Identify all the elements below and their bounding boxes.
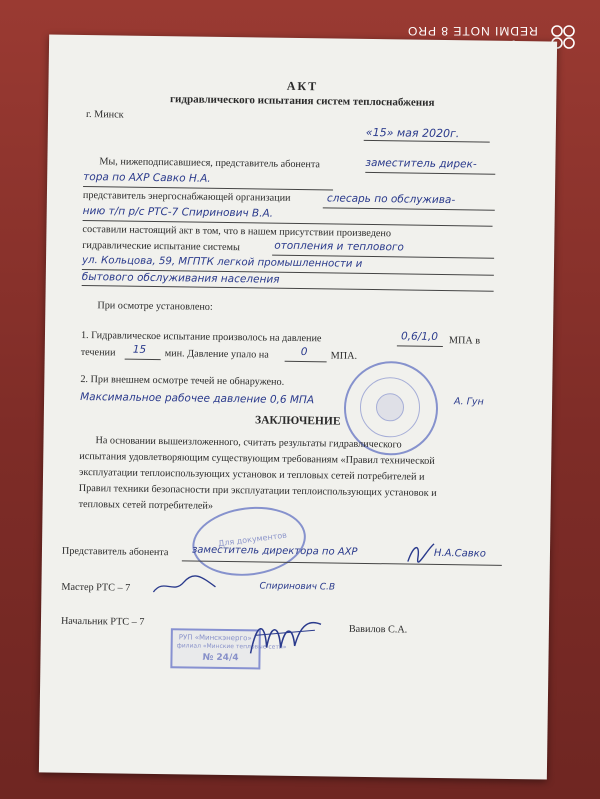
- conclusion-line-5: тепловых сетей потребителей»: [78, 498, 214, 512]
- para1-hw-position: заместитель дирек-: [365, 156, 477, 171]
- conclusion-line-4: Правил техники безопасности при эксплуатации теплоиспользующих установок и: [78, 482, 437, 499]
- para1-underline-3: [323, 207, 495, 210]
- sig1-signature: [406, 540, 436, 566]
- item1-underline-drop: [285, 361, 327, 363]
- para1-hw-address: ул. Кольцова, 59, МГПТК легкой промышленности и: [81, 254, 363, 270]
- item1-pressure-value: 0,6/1,0: [400, 330, 439, 343]
- item1-unit-mpa: МПА в: [448, 335, 481, 347]
- para1-intro: Мы, нижеподписавшиеся, представитель абонента: [99, 156, 321, 171]
- sig3-label: Начальник РТС – 7: [60, 615, 145, 628]
- para1-energy-org: представитель энергоснабжающей организации: [82, 189, 291, 204]
- conclusion-line-2: испытания удовлетворяющим существующим требованиям «Правил технической: [79, 450, 435, 467]
- conclusion-line-3: эксплуатации теплоиспользующих установок и тепловых сетей потребителей и: [78, 466, 425, 483]
- sig2-signature: [149, 572, 219, 599]
- para1-hw-heating: отопления и теплового: [274, 239, 404, 254]
- sig2-label: Мастер РТС – 7: [61, 581, 131, 594]
- para1-hw-service: бытового обслуживания населения: [81, 270, 280, 286]
- conclusion-title: ЗАКЛЮЧЕНИЕ: [254, 414, 341, 428]
- para1-underline-7: [82, 285, 494, 292]
- sig1-label: Представитель абонента: [61, 545, 169, 559]
- conclusion-line-1: На основании вышеизложенного, считать результаты гидравлического: [95, 435, 402, 451]
- sig2-name: Спиринович С.В: [259, 581, 336, 593]
- item1-underline-pressure: [397, 345, 443, 347]
- doc-subtitle: гидравлического испытания систем теплоснабжения: [170, 93, 435, 109]
- hw-pressure-signature: А. Гун: [454, 396, 484, 408]
- doc-date: «15» мая 2020г.: [365, 125, 460, 141]
- sig1-name: Н.А.Савко: [433, 547, 486, 560]
- sig3-name: Вавилов С.А.: [348, 623, 408, 636]
- item2-text: 2. При внешнем осмотре течей не обнаружено.: [80, 373, 285, 388]
- sig1-handwritten-position: заместитель директора по АХР: [191, 544, 358, 558]
- rect-stamp-number: № 24/4: [202, 652, 239, 664]
- para1-hw-locksmith: слесарь по обслужива-: [326, 192, 456, 207]
- established-heading: При осмотре установлено:: [97, 300, 213, 313]
- rect-stamp-line2: филиал «Минские тепловые сети»: [176, 642, 287, 651]
- para1-drawn-up: составили настоящий акт в том, что в нашем присутствии произведено: [82, 223, 392, 240]
- doc-city: г. Минск: [85, 109, 124, 121]
- rect-stamp-line1: РУП «Минскэнерго»: [178, 633, 252, 643]
- item1-unit-mpa2: МПА.: [330, 350, 358, 362]
- item1-pressure-drop: мин. Давление упало на: [164, 348, 269, 361]
- act-document: [39, 34, 557, 779]
- date-underline: [364, 140, 490, 143]
- para1-hydraulic: гидравлические испытание системы: [82, 239, 240, 254]
- para1-underline-1: [365, 172, 495, 175]
- item1-underline-minutes: [125, 359, 161, 361]
- item1-minutes-value: 15: [132, 343, 147, 356]
- para1-hw-name: тора по АХР Савко Н.А.: [83, 170, 211, 185]
- doc-title: АКТ: [286, 78, 319, 94]
- docs-stamp: [188, 500, 310, 582]
- item1-during: течении: [80, 346, 116, 359]
- camera-model-text: REDMI NOTE 8 PRO: [407, 24, 538, 38]
- hw-max-pressure: Максимальное рабочее давление 0,6 МПА: [80, 390, 315, 407]
- sig3-signature: [244, 613, 325, 662]
- item1-drop-value: 0: [300, 346, 308, 359]
- item1-text: 1. Гидравлическое испытание произволось на давление: [80, 329, 322, 345]
- para1-hw-rts: нию т/п р/с РТС-7 Спиринович В.А.: [82, 204, 274, 220]
- docs-stamp-text: Для документов: [217, 530, 288, 549]
